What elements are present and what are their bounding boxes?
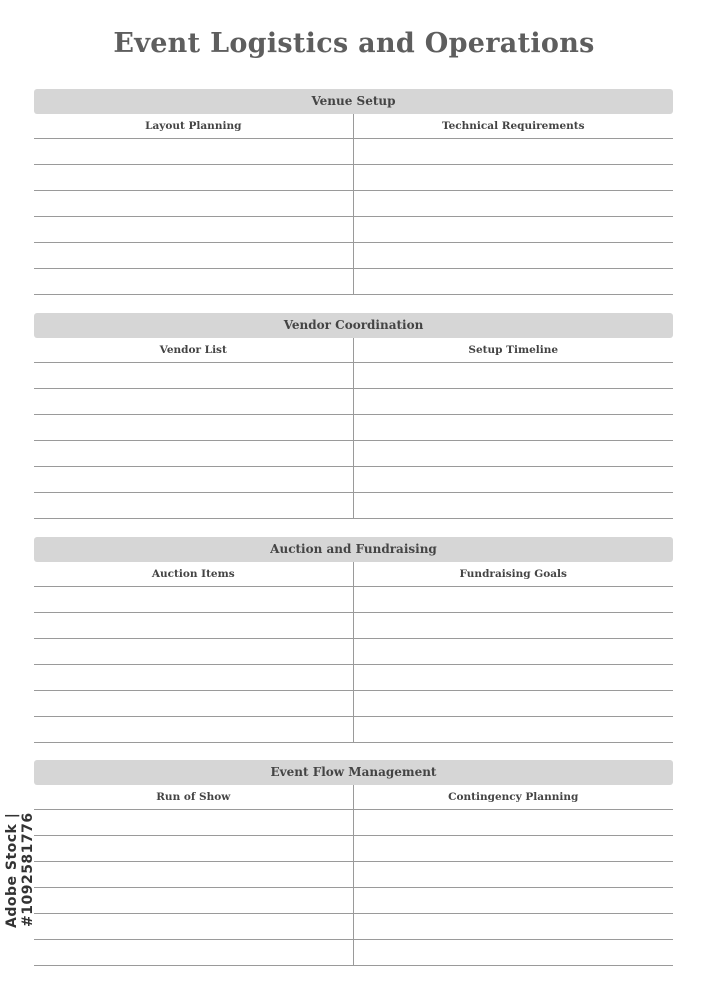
write-line[interactable]	[34, 467, 353, 493]
write-line[interactable]	[354, 940, 674, 966]
write-line[interactable]	[34, 441, 353, 467]
write-line[interactable]	[34, 665, 353, 691]
left-column	[34, 114, 354, 295]
section-venue-setup	[34, 89, 673, 295]
section-title: Venue Setup	[34, 89, 673, 114]
write-line[interactable]	[354, 665, 674, 691]
write-line[interactable]	[354, 441, 674, 467]
write-line[interactable]	[354, 836, 674, 862]
write-line[interactable]	[34, 165, 353, 191]
write-line[interactable]	[354, 363, 674, 389]
write-line[interactable]	[354, 139, 674, 165]
write-line[interactable]	[34, 862, 353, 888]
section-auction-fundraising	[34, 537, 673, 743]
write-line[interactable]	[354, 493, 674, 519]
write-line[interactable]	[34, 269, 353, 295]
write-line[interactable]	[354, 191, 674, 217]
column-header: Layout Planning	[34, 114, 353, 139]
left-column	[34, 562, 354, 743]
write-line[interactable]	[354, 717, 674, 743]
write-line[interactable]	[34, 810, 353, 836]
right-column	[354, 785, 674, 966]
right-column	[354, 114, 674, 295]
section-title: Auction and Fundraising	[34, 537, 673, 562]
write-line[interactable]	[354, 415, 674, 441]
write-line[interactable]	[34, 587, 353, 613]
column-header: Fundraising Goals	[354, 562, 674, 587]
column-header: Run of Show	[34, 785, 353, 810]
left-column	[34, 338, 354, 519]
write-line[interactable]	[34, 691, 353, 717]
write-line[interactable]	[34, 389, 353, 415]
write-line[interactable]	[354, 165, 674, 191]
write-line[interactable]	[354, 243, 674, 269]
column-header: Auction Items	[34, 562, 353, 587]
section-title: Event Flow Management	[34, 760, 673, 785]
write-line[interactable]	[34, 717, 353, 743]
page-title: Event Logistics and Operations	[113, 28, 595, 59]
write-line[interactable]	[354, 587, 674, 613]
write-line[interactable]	[34, 243, 353, 269]
column-header: Contingency Planning	[354, 785, 674, 810]
left-column	[34, 785, 354, 966]
write-line[interactable]	[34, 613, 353, 639]
section-event-flow	[34, 760, 673, 966]
write-line[interactable]	[354, 914, 674, 940]
write-line[interactable]	[354, 888, 674, 914]
write-line[interactable]	[354, 269, 674, 295]
write-line[interactable]	[354, 639, 674, 665]
write-line[interactable]	[34, 914, 353, 940]
write-line[interactable]	[34, 191, 353, 217]
column-header: Technical Requirements	[354, 114, 674, 139]
write-line[interactable]	[34, 493, 353, 519]
write-line[interactable]	[354, 862, 674, 888]
write-line[interactable]	[354, 810, 674, 836]
right-column	[354, 562, 674, 743]
stock-watermark: Adobe Stock | #1092581776	[4, 812, 36, 928]
write-line[interactable]	[34, 139, 353, 165]
write-line[interactable]	[354, 613, 674, 639]
write-line[interactable]	[34, 363, 353, 389]
write-line[interactable]	[354, 467, 674, 493]
write-line[interactable]	[354, 389, 674, 415]
write-line[interactable]	[34, 639, 353, 665]
write-line[interactable]	[34, 415, 353, 441]
write-line[interactable]	[34, 888, 353, 914]
write-line[interactable]	[34, 836, 353, 862]
column-header: Vendor List	[34, 338, 353, 363]
write-line[interactable]	[34, 217, 353, 243]
write-line[interactable]	[354, 217, 674, 243]
section-title: Vendor Coordination	[34, 313, 673, 338]
section-vendor-coordination	[34, 313, 673, 519]
column-header: Setup Timeline	[354, 338, 674, 363]
write-line[interactable]	[354, 691, 674, 717]
right-column	[354, 338, 674, 519]
write-line[interactable]	[34, 940, 353, 966]
